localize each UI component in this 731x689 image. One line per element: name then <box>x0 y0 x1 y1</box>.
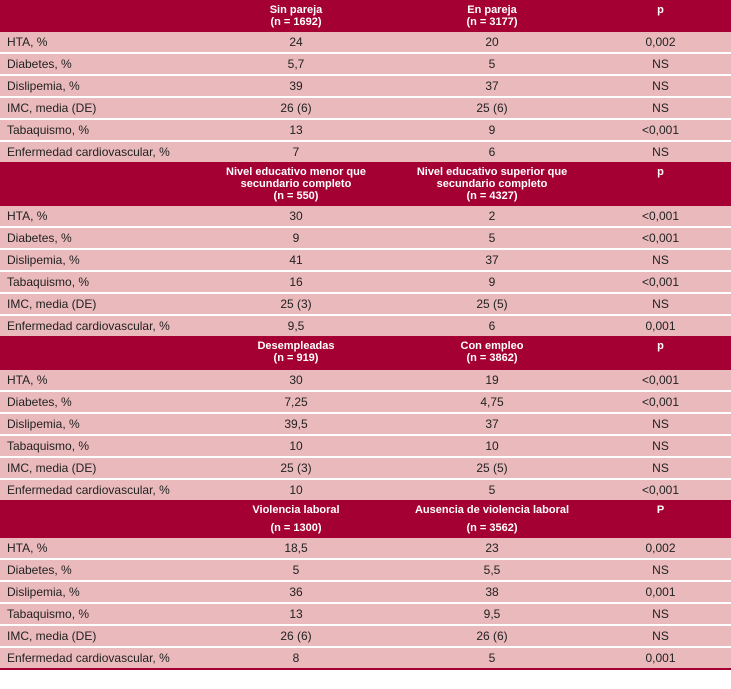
row-label: Tabaquismo, % <box>7 439 90 453</box>
table-row <box>0 412 731 434</box>
value-group-a: 5 <box>292 563 300 577</box>
table-row <box>0 434 731 456</box>
value-group-a: 39,5 <box>284 417 308 431</box>
p-value: <0,001 <box>641 209 680 223</box>
p-value: NS <box>652 607 669 621</box>
table-row <box>0 292 731 314</box>
p-value: NS <box>652 417 669 431</box>
header-line: Ausencia de violencia laboral <box>414 504 570 516</box>
p-value: NS <box>652 563 669 577</box>
value-group-a: 30 <box>289 209 303 223</box>
section-header <box>0 0 731 32</box>
header-line: (n = 919) <box>273 352 319 364</box>
value-group-b: 6 <box>488 319 496 333</box>
header-line: (n = 4327) <box>466 190 518 202</box>
p-value: 0,002 <box>645 35 676 49</box>
value-group-a: 39 <box>289 79 303 93</box>
header-line: (n = 3862) <box>466 352 518 364</box>
table-row <box>0 538 731 558</box>
table-row <box>0 602 731 624</box>
header-p: P <box>656 504 665 516</box>
row-label: IMC, media (DE) <box>7 101 97 115</box>
row-label: Dislipemia, % <box>7 417 80 431</box>
value-group-b: 2 <box>488 209 496 223</box>
header-line: secundario completo <box>240 178 352 190</box>
row-label: HTA, % <box>7 35 48 49</box>
value-group-b: 9 <box>488 275 496 289</box>
header-p: p <box>657 340 664 352</box>
value-group-b: 25 (6) <box>476 101 508 115</box>
value-group-a: 30 <box>289 373 303 387</box>
table-row <box>0 52 731 74</box>
header-line: Sin pareja <box>269 4 323 16</box>
section-header <box>0 162 731 206</box>
row-label: Diabetes, % <box>7 231 72 245</box>
row-label: Dislipemia, % <box>7 79 80 93</box>
value-group-a: 13 <box>289 607 303 621</box>
table-section <box>0 0 731 162</box>
section-header <box>0 336 731 370</box>
header-line: Desempleadas <box>257 340 335 352</box>
value-group-b: 25 (5) <box>476 461 508 475</box>
row-label: HTA, % <box>7 209 48 223</box>
value-group-a: 18,5 <box>284 541 308 555</box>
header-line: (n = 3562) <box>466 522 518 534</box>
p-value: <0,001 <box>641 483 680 497</box>
value-group-a: 10 <box>289 483 303 497</box>
p-value: 0,001 <box>645 319 676 333</box>
value-group-b: 9,5 <box>483 607 501 621</box>
row-label: IMC, media (DE) <box>7 461 97 475</box>
value-group-a: 7,25 <box>284 395 308 409</box>
value-group-a: 5,7 <box>287 57 305 71</box>
p-value: 0,001 <box>645 651 676 665</box>
row-label: Enfermedad cardiovascular, % <box>7 651 170 665</box>
value-group-b: 37 <box>485 417 499 431</box>
row-label: Enfermedad cardiovascular, % <box>7 319 170 333</box>
p-value: NS <box>652 57 669 71</box>
table-row <box>0 248 731 270</box>
p-value: NS <box>652 79 669 93</box>
header-group-b <box>394 504 590 534</box>
value-group-a: 9,5 <box>287 319 305 333</box>
p-value: NS <box>652 461 669 475</box>
header-group-a <box>198 340 394 364</box>
table-row <box>0 646 731 670</box>
header-line: Nivel educativo menor que <box>226 166 366 178</box>
p-value: 0,001 <box>645 585 676 599</box>
value-group-b: 5 <box>488 483 496 497</box>
value-group-a: 25 (3) <box>280 461 312 475</box>
row-label: IMC, media (DE) <box>7 297 97 311</box>
header-p: p <box>657 166 664 178</box>
p-value: NS <box>652 145 669 159</box>
table-row <box>0 314 731 336</box>
header-group-a <box>198 504 394 534</box>
row-label: HTA, % <box>7 373 48 387</box>
value-group-b: 38 <box>485 585 499 599</box>
p-value: <0,001 <box>641 123 680 137</box>
row-label: Tabaquismo, % <box>7 123 90 137</box>
table-row <box>0 74 731 96</box>
value-group-a: 8 <box>292 651 300 665</box>
table-row <box>0 96 731 118</box>
row-label: Diabetes, % <box>7 57 72 71</box>
row-label: Tabaquismo, % <box>7 275 90 289</box>
header-line: (n = 3177) <box>466 16 518 28</box>
p-value: <0,001 <box>641 373 680 387</box>
header-group-a <box>198 166 394 202</box>
value-group-b: 10 <box>485 439 499 453</box>
row-label: Enfermedad cardiovascular, % <box>7 145 170 159</box>
value-group-b: 20 <box>485 35 499 49</box>
section-header <box>0 500 731 538</box>
header-p: p <box>657 4 664 16</box>
value-group-a: 36 <box>289 585 303 599</box>
row-label: Tabaquismo, % <box>7 607 90 621</box>
value-group-a: 7 <box>292 145 300 159</box>
header-group-b <box>394 4 590 28</box>
header-line: Violencia laboral <box>252 504 340 516</box>
header-group-b <box>394 340 590 364</box>
value-group-a: 24 <box>289 35 303 49</box>
value-group-a: 25 (3) <box>280 297 312 311</box>
header-line: En pareja <box>467 4 517 16</box>
value-group-b: 5 <box>488 651 496 665</box>
row-label: Enfermedad cardiovascular, % <box>7 483 170 497</box>
header-line: (n = 550) <box>273 190 319 202</box>
header-line: (n = 1692) <box>270 16 322 28</box>
table-section <box>0 500 731 670</box>
row-label: Diabetes, % <box>7 395 72 409</box>
table-row <box>0 140 731 162</box>
value-group-a: 26 (6) <box>280 101 312 115</box>
value-group-b: 6 <box>488 145 496 159</box>
row-label: Dislipemia, % <box>7 585 80 599</box>
p-value: <0,001 <box>641 395 680 409</box>
table-row <box>0 270 731 292</box>
p-value: NS <box>652 439 669 453</box>
header-group-b <box>394 166 590 202</box>
value-group-b: 25 (5) <box>476 297 508 311</box>
p-value: NS <box>652 297 669 311</box>
table-row <box>0 206 731 226</box>
header-line: (n = 1300) <box>270 522 322 534</box>
row-label: IMC, media (DE) <box>7 629 97 643</box>
p-value: <0,001 <box>641 275 680 289</box>
table-row <box>0 370 731 390</box>
value-group-a: 26 (6) <box>280 629 312 643</box>
p-value: 0,002 <box>645 541 676 555</box>
header-line: Con empleo <box>460 340 524 352</box>
value-group-b: 26 (6) <box>476 629 508 643</box>
header-line: Nivel educativo superior que <box>416 166 568 178</box>
value-group-b: 5,5 <box>483 563 501 577</box>
value-group-a: 13 <box>289 123 303 137</box>
p-value: NS <box>652 101 669 115</box>
table-row <box>0 478 731 500</box>
p-value: NS <box>652 253 669 267</box>
value-group-b: 9 <box>488 123 496 137</box>
table-row <box>0 32 731 52</box>
table-row <box>0 118 731 140</box>
table-row <box>0 624 731 646</box>
value-group-b: 5 <box>488 231 496 245</box>
value-group-b: 23 <box>485 541 499 555</box>
value-group-b: 37 <box>485 253 499 267</box>
value-group-a: 41 <box>289 253 303 267</box>
table-row <box>0 558 731 580</box>
value-group-a: 16 <box>289 275 303 289</box>
p-value: NS <box>652 629 669 643</box>
value-group-b: 19 <box>485 373 499 387</box>
header-line: secundario completo <box>436 178 548 190</box>
p-value: <0,001 <box>641 231 680 245</box>
value-group-b: 37 <box>485 79 499 93</box>
row-label: HTA, % <box>7 541 48 555</box>
value-group-a: 9 <box>292 231 300 245</box>
table-row <box>0 580 731 602</box>
table-row <box>0 456 731 478</box>
value-group-a: 10 <box>289 439 303 453</box>
table-row <box>0 226 731 248</box>
row-label: Diabetes, % <box>7 563 72 577</box>
value-group-b: 5 <box>488 57 496 71</box>
table-row <box>0 390 731 412</box>
table-section <box>0 336 731 500</box>
header-group-a <box>198 4 394 28</box>
value-group-b: 4,75 <box>480 395 504 409</box>
table-section <box>0 162 731 336</box>
row-label: Dislipemia, % <box>7 253 80 267</box>
